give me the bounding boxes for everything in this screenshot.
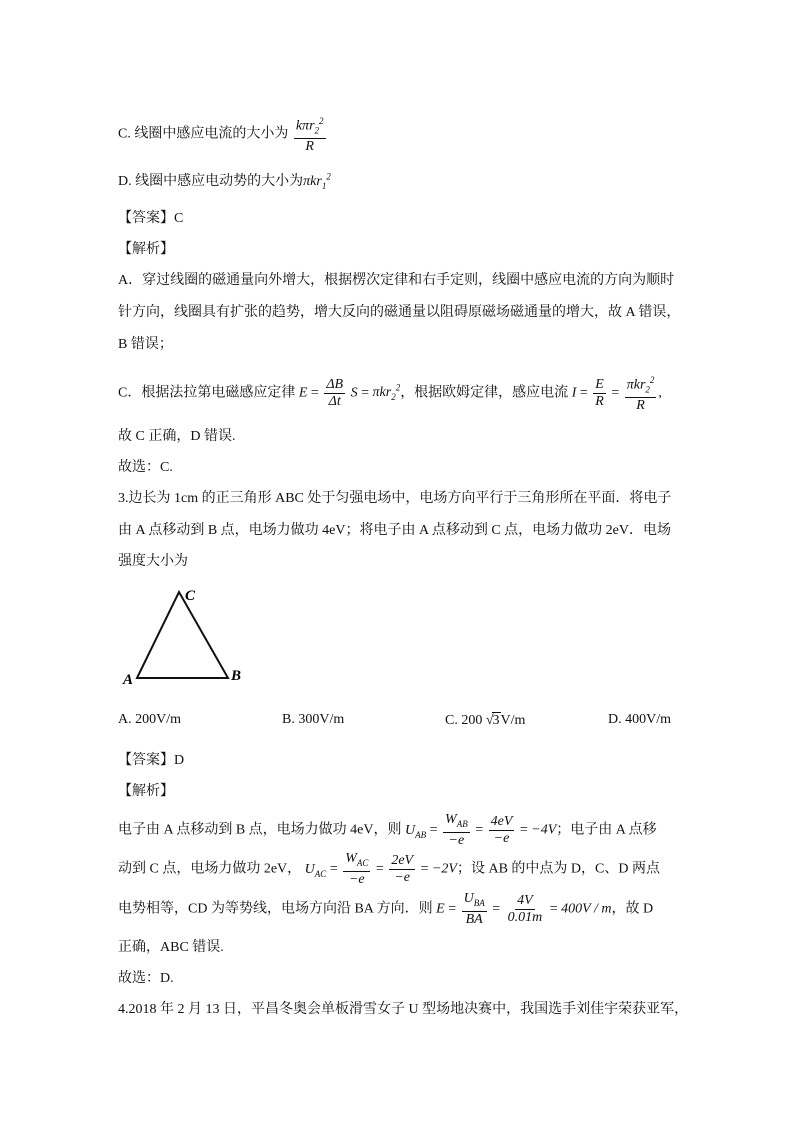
option-d: D. 400V/m [608,712,671,727]
vertex-b-label: B [231,668,242,684]
analysis-2-line-3: 电势相等，CD 为等势线，电场方向沿 BA 方向．则 E = $\frac{U_{BA}}{BA}$ = $\frac{4V}{0.01m}$ = 400V / m，故 D [118,891,654,927]
analysis-2-label: 【解析】 [118,784,174,799]
question-3-line-2: 由 A 点移动到 B 点，电场力做功 4eV；将电子由 A 点移动到 C 点，电场力做功 2eV．电场 [118,523,671,538]
analysis-2-line-1: 电子由 A 点移动到 B 点，电场力做功 4eV，则 $U_{AB}$ = $\frac{W_{AB}}{-e}$ = $\frac{4eV}{-e}$ = −4V；电子由 A 点移 [118,812,657,848]
formula-kpr2-over-R: $\frac{k\pi r_2^2}{R}$ [294,113,326,155]
triangle-outline [137,592,228,678]
option-d-prev: D. 线圈中感应电动势的大小为πkr$_1^2$ [118,171,331,191]
analysis-1-choice: 故选：C. [118,460,173,475]
analysis-1-conclusion: 故 C 正确，D 错误. [118,429,236,444]
option-a: A. 200V/m [118,712,181,727]
vertex-a-label: A [123,672,134,688]
triangle-abc-figure [115,585,255,690]
analysis-1-line-1: A．穿过线圈的磁通量向外增大，根据楞次定律和右手定则，线圈中感应电流的方向为顺时 [118,273,675,288]
answer-2: 【答案】D [118,753,185,768]
question-3-line-1: 3.边长为 1cm 的正三角形 ABC 处于匀强电场中，电场方向平行于三角形所在平面．将电子 [118,491,672,506]
analysis-2-choice: 故选：D. [118,971,174,986]
analysis-1-line-2: 针方向，线圈具有扩张的趋势，增大反向的磁通量以阻碍原磁场磁通量的增大，故 A 错误， [118,305,681,320]
analysis-2-line-4: 正确，ABC 错误. [118,940,224,955]
vertex-c-label: C [185,588,196,604]
formula-pkr1sq: πkr$_1^2$ [303,171,331,191]
answer-1: 【答案】C [118,211,184,226]
analysis-1-formula-line: C．根据法拉第电磁感应定律 E = $\frac{\Delta B}{\Delta t}$ S = πkr$_2^2$，根据欧姆定律，感应电流 I = $\frac{E}{R}$ = $\frac{\pi kr_2^2}{R}$ , [118,372,662,414]
option-c-prev: C. 线圈中感应电流的大小为 $\frac{k\pi r_2^2}{R}$ [118,113,328,155]
analysis-2-line-2: 动到 C 点，电场力做功 2eV， $U_{AC}$ = $\frac{W_{AC}}{-e}$ = $\frac{2eV}{-e}$ = −2V；设 AB 的中点为 D，C、D 两点 [118,851,660,887]
question-3-line-3: 强度大小为 [118,554,188,569]
option-c: C. 200 √3V/m [445,713,526,728]
question-4-line-1: 4.2018 年 2 月 13 日，平昌冬奥会单板滑雪女子 U 型场地决赛中，我国选手刘佳宇荣获亚军， [118,1002,689,1017]
analysis-1-line-3: B 错误； [118,337,173,352]
analysis-1-label: 【解析】 [118,242,174,257]
option-b: B. 300V/m [282,712,345,727]
